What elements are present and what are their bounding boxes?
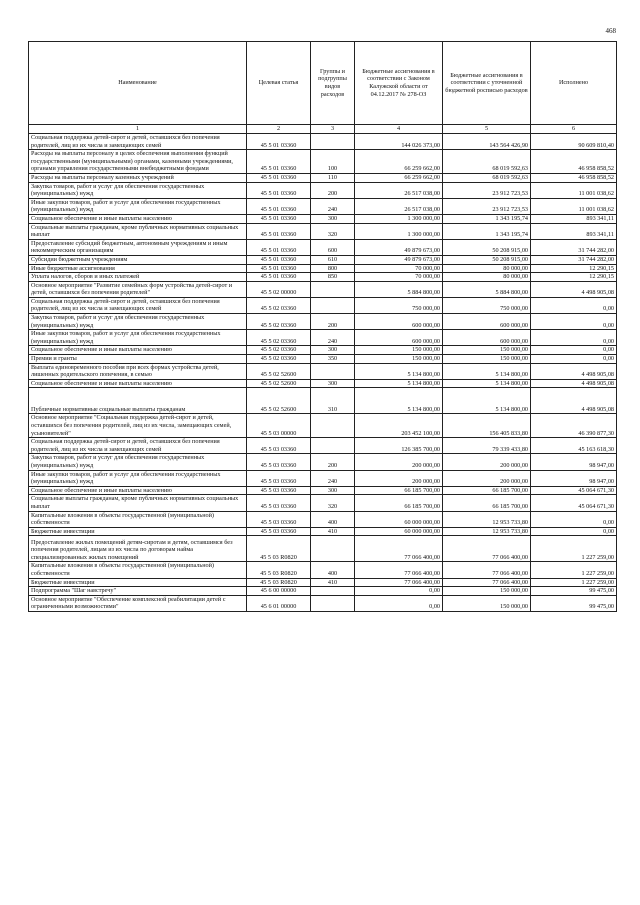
- row-refined-amount: 12 953 733,80: [443, 527, 531, 536]
- row-executed-amount: 0,00: [531, 355, 617, 364]
- row-executed-amount: 4 498 905,08: [531, 379, 617, 388]
- row-name: Иные бюджетные ассигнования: [29, 264, 247, 273]
- row-executed-amount: 98 947,00: [531, 454, 617, 470]
- row-executed-amount: 0,00: [531, 330, 617, 346]
- row-law-amount: 70 000,00: [355, 264, 443, 273]
- row-target-code: 45 5 03 03360: [247, 527, 311, 536]
- row-name: Бюджетные инвестиции: [29, 527, 247, 536]
- table-row: [29, 486, 617, 495]
- row-name: Субсидии бюджетным учреждениям: [29, 255, 247, 264]
- row-refined-amount: 12 953 733,80: [443, 511, 531, 527]
- row-group-code: [311, 438, 355, 454]
- row-group-code: [311, 134, 355, 150]
- row-name: Выплата единовременного пособия при всех формах устройства детей, лишенных родительского попечения, в семью: [29, 363, 247, 379]
- table-row: [29, 414, 617, 438]
- row-group-code: 400: [311, 511, 355, 527]
- column-number-row: [29, 125, 617, 134]
- row-target-code: 45 5 03 R0820: [247, 536, 311, 562]
- table-row: [29, 198, 617, 214]
- row-name: Публичные нормативные социальные выплаты гражданам: [29, 388, 247, 414]
- row-executed-amount: 893 341,11: [531, 223, 617, 239]
- row-target-code: 45 6 01 00000: [247, 595, 311, 611]
- row-executed-amount: 98 947,00: [531, 470, 617, 486]
- header-refined: Бюджетные ассигнования в соответствии с уточненной бюджетной росписью расходов: [443, 42, 531, 125]
- table-row: [29, 595, 617, 611]
- row-name: Расходы на выплаты персоналу казенных учреждений: [29, 173, 247, 182]
- row-refined-amount: 200 000,00: [443, 454, 531, 470]
- row-target-code: 45 5 01 03360: [247, 198, 311, 214]
- row-law-amount: 60 000 000,00: [355, 527, 443, 536]
- row-name: Капитальные вложения в объекты государственной (муниципальной) собственности: [29, 511, 247, 527]
- table-row: [29, 182, 617, 198]
- row-group-code: 410: [311, 578, 355, 587]
- row-name: Иные закупки товаров, работ и услуг для обеспечения государственных (муниципальных) нужд: [29, 330, 247, 346]
- row-refined-amount: 50 208 915,00: [443, 255, 531, 264]
- column-number: 4: [355, 125, 443, 134]
- row-target-code: 45 5 01 03360: [247, 255, 311, 264]
- row-law-amount: 150 000,00: [355, 355, 443, 364]
- table-row: [29, 297, 617, 313]
- header-name: Наименование: [29, 42, 247, 125]
- row-law-amount: 70 000,00: [355, 273, 443, 282]
- row-law-amount: 150 000,00: [355, 346, 443, 355]
- table-row: [29, 454, 617, 470]
- row-law-amount: 77 066 400,00: [355, 536, 443, 562]
- row-law-amount: 66 259 662,00: [355, 173, 443, 182]
- row-name: Закупка товаров, работ и услуг для обеспечения государственных (муниципальных) нужд: [29, 314, 247, 330]
- row-group-code: [311, 536, 355, 562]
- row-name: Социальная поддержка детей-сирот и детей, оставшихся без попечения родителей, лиц из их числа и замещающих семей: [29, 438, 247, 454]
- row-executed-amount: 0,00: [531, 511, 617, 527]
- table-row: [29, 273, 617, 282]
- table-row: [29, 355, 617, 364]
- table-row: [29, 255, 617, 264]
- row-target-code: 45 5 03 03360: [247, 438, 311, 454]
- row-target-code: 45 5 02 52600: [247, 379, 311, 388]
- row-name: Бюджетные инвестиции: [29, 578, 247, 587]
- row-refined-amount: 1 343 195,74: [443, 223, 531, 239]
- row-name: Капитальные вложения в объекты государственной (муниципальной) собственности: [29, 562, 247, 578]
- row-target-code: 45 5 03 03360: [247, 486, 311, 495]
- row-refined-amount: 600 000,00: [443, 330, 531, 346]
- row-refined-amount: 150 000,00: [443, 355, 531, 364]
- row-target-code: 45 5 03 03360: [247, 495, 311, 511]
- row-executed-amount: 31 744 282,00: [531, 255, 617, 264]
- row-target-code: 45 5 03 00000: [247, 414, 311, 438]
- row-group-code: 410: [311, 527, 355, 536]
- row-refined-amount: 80 000,00: [443, 264, 531, 273]
- row-target-code: 45 5 01 03360: [247, 150, 311, 174]
- row-law-amount: 0,00: [355, 595, 443, 611]
- row-executed-amount: 45 064 671,30: [531, 495, 617, 511]
- row-group-code: 400: [311, 562, 355, 578]
- row-name: Социальное обеспечение и иные выплаты населению: [29, 379, 247, 388]
- row-law-amount: 66 185 700,00: [355, 486, 443, 495]
- row-law-amount: 5 134 800,00: [355, 388, 443, 414]
- row-name: Иные закупки товаров, работ и услуг для обеспечения государственных (муниципальных) нужд: [29, 470, 247, 486]
- row-refined-amount: 600 000,00: [443, 314, 531, 330]
- row-group-code: 610: [311, 255, 355, 264]
- row-name: Социальные выплаты гражданам, кроме публичных нормативных социальных выплат: [29, 495, 247, 511]
- row-name: Подпрограмма "Шаг навстречу": [29, 587, 247, 596]
- table-row: [29, 379, 617, 388]
- row-refined-amount: 23 912 723,53: [443, 198, 531, 214]
- row-executed-amount: 893 341,11: [531, 214, 617, 223]
- row-target-code: 45 5 02 52600: [247, 363, 311, 379]
- row-refined-amount: 150 000,00: [443, 595, 531, 611]
- row-group-code: 310: [311, 388, 355, 414]
- table-row: [29, 173, 617, 182]
- row-target-code: 45 5 01 03360: [247, 239, 311, 255]
- table-row: [29, 578, 617, 587]
- row-name: Социальное обеспечение и иные выплаты населению: [29, 214, 247, 223]
- row-law-amount: 5 884 800,00: [355, 281, 443, 297]
- row-executed-amount: 1 227 259,00: [531, 536, 617, 562]
- row-name: Предоставление субсидий бюджетным, автономным учреждениям и иным некоммерческим организациям: [29, 239, 247, 255]
- column-number: 6: [531, 125, 617, 134]
- row-executed-amount: 11 001 038,62: [531, 198, 617, 214]
- row-law-amount: 1 300 000,00: [355, 214, 443, 223]
- row-law-amount: 0,00: [355, 587, 443, 596]
- row-executed-amount: 45 064 671,30: [531, 486, 617, 495]
- row-group-code: [311, 363, 355, 379]
- row-law-amount: 200 000,00: [355, 470, 443, 486]
- row-refined-amount: 1 343 195,74: [443, 214, 531, 223]
- row-law-amount: 126 385 700,00: [355, 438, 443, 454]
- row-target-code: 45 5 02 00000: [247, 281, 311, 297]
- table-row: [29, 536, 617, 562]
- row-name: Премии и гранты: [29, 355, 247, 364]
- row-executed-amount: 46 958 858,52: [531, 173, 617, 182]
- table-row: [29, 388, 617, 414]
- row-executed-amount: 90 609 810,40: [531, 134, 617, 150]
- table-row: [29, 511, 617, 527]
- row-refined-amount: 50 208 915,00: [443, 239, 531, 255]
- row-law-amount: 144 026 373,00: [355, 134, 443, 150]
- row-refined-amount: 66 185 700,00: [443, 486, 531, 495]
- row-refined-amount: 77 066 400,00: [443, 562, 531, 578]
- row-law-amount: 5 134 800,00: [355, 363, 443, 379]
- row-refined-amount: 200 000,00: [443, 470, 531, 486]
- header-law: Бюджетные ассигнования в соответствии с Законом Калужской области от 04.12.2017 № 278-ОЗ: [355, 42, 443, 125]
- row-group-code: 240: [311, 330, 355, 346]
- page-number: 468: [605, 27, 616, 35]
- row-law-amount: 66 185 700,00: [355, 495, 443, 511]
- row-executed-amount: 46 958 858,52: [531, 150, 617, 174]
- table-row: [29, 330, 617, 346]
- row-refined-amount: 5 134 800,00: [443, 363, 531, 379]
- row-executed-amount: 12 290,15: [531, 273, 617, 282]
- row-refined-amount: 23 912 723,53: [443, 182, 531, 198]
- header-row: [29, 42, 617, 125]
- row-law-amount: 600 000,00: [355, 330, 443, 346]
- column-number: 2: [247, 125, 311, 134]
- header-target: Целевая статья: [247, 42, 311, 125]
- row-refined-amount: 77 066 400,00: [443, 536, 531, 562]
- row-group-code: 850: [311, 273, 355, 282]
- row-law-amount: 49 879 673,00: [355, 239, 443, 255]
- row-target-code: 45 5 01 03360: [247, 264, 311, 273]
- row-executed-amount: 1 227 259,00: [531, 562, 617, 578]
- row-group-code: [311, 414, 355, 438]
- row-target-code: 45 5 02 03360: [247, 346, 311, 355]
- row-executed-amount: 99 475,00: [531, 595, 617, 611]
- column-number: 3: [311, 125, 355, 134]
- row-group-code: 200: [311, 182, 355, 198]
- row-refined-amount: 156 405 833,80: [443, 414, 531, 438]
- row-group-code: [311, 297, 355, 313]
- table-row: [29, 150, 617, 174]
- row-executed-amount: 4 498 905,08: [531, 388, 617, 414]
- row-group-code: 600: [311, 239, 355, 255]
- column-number: 1: [29, 125, 247, 134]
- row-executed-amount: 0,00: [531, 346, 617, 355]
- row-executed-amount: 0,00: [531, 527, 617, 536]
- row-refined-amount: 750 000,00: [443, 297, 531, 313]
- header-executed: Исполнено: [531, 42, 617, 125]
- row-target-code: 45 5 02 03360: [247, 297, 311, 313]
- row-executed-amount: 4 498 905,08: [531, 363, 617, 379]
- row-executed-amount: 0,00: [531, 297, 617, 313]
- row-target-code: 45 5 03 03360: [247, 511, 311, 527]
- table-row: [29, 214, 617, 223]
- table-row: [29, 587, 617, 596]
- row-name: Социальные выплаты гражданам, кроме публичных нормативных социальных выплат: [29, 223, 247, 239]
- row-target-code: 45 5 01 03360: [247, 182, 311, 198]
- row-refined-amount: 77 066 400,00: [443, 578, 531, 587]
- row-group-code: 240: [311, 470, 355, 486]
- row-target-code: 45 5 03 03360: [247, 454, 311, 470]
- row-group-code: 300: [311, 379, 355, 388]
- row-law-amount: 77 066 400,00: [355, 562, 443, 578]
- row-group-code: [311, 281, 355, 297]
- row-refined-amount: 79 339 433,80: [443, 438, 531, 454]
- row-law-amount: 60 000 000,00: [355, 511, 443, 527]
- row-executed-amount: 31 744 282,00: [531, 239, 617, 255]
- table-row: [29, 562, 617, 578]
- row-refined-amount: 66 185 700,00: [443, 495, 531, 511]
- budget-table: [28, 41, 617, 612]
- row-name: Социальная поддержка детей-сирот и детей, оставшихся без попечения родителей, лиц из их числа и замещающих семей: [29, 297, 247, 313]
- row-group-code: [311, 587, 355, 596]
- table-row: [29, 134, 617, 150]
- table-row: [29, 281, 617, 297]
- row-group-code: 300: [311, 346, 355, 355]
- table-row: [29, 438, 617, 454]
- row-target-code: 45 5 02 52600: [247, 388, 311, 414]
- row-group-code: 200: [311, 314, 355, 330]
- row-refined-amount: 5 884 800,00: [443, 281, 531, 297]
- row-executed-amount: 46 390 877,30: [531, 414, 617, 438]
- row-law-amount: 26 517 038,00: [355, 198, 443, 214]
- row-name: Социальное обеспечение и иные выплаты населению: [29, 346, 247, 355]
- table-row: [29, 363, 617, 379]
- row-target-code: 45 5 02 03360: [247, 330, 311, 346]
- table-row: [29, 495, 617, 511]
- row-name: Социальное обеспечение и иные выплаты населению: [29, 486, 247, 495]
- row-executed-amount: 11 001 038,62: [531, 182, 617, 198]
- row-refined-amount: 5 134 800,00: [443, 388, 531, 414]
- row-target-code: 45 5 01 03360: [247, 214, 311, 223]
- row-target-code: 45 5 02 03360: [247, 314, 311, 330]
- row-executed-amount: 12 290,15: [531, 264, 617, 273]
- row-group-code: 320: [311, 223, 355, 239]
- row-group-code: 300: [311, 486, 355, 495]
- row-target-code: 45 5 01 03360: [247, 134, 311, 150]
- row-executed-amount: 99 475,00: [531, 587, 617, 596]
- row-law-amount: 200 000,00: [355, 454, 443, 470]
- table-row: [29, 346, 617, 355]
- row-group-code: [311, 595, 355, 611]
- row-law-amount: 1 300 000,00: [355, 223, 443, 239]
- row-executed-amount: 1 227 259,00: [531, 578, 617, 587]
- row-name: Основное мероприятие "Социальная поддержка детей-сирот и детей, оставшихся без попечения родителей, лиц из их числа, замещающих семей, усыновителей": [29, 414, 247, 438]
- row-target-code: 45 5 01 03360: [247, 223, 311, 239]
- row-name: Основное мероприятие "Обеспечение комплексной реабилитации детей с ограниченными возможностями": [29, 595, 247, 611]
- row-law-amount: 26 517 038,00: [355, 182, 443, 198]
- row-name: Уплата налогов, сборов и иных платежей: [29, 273, 247, 282]
- row-executed-amount: 45 163 618,30: [531, 438, 617, 454]
- row-law-amount: 66 259 662,00: [355, 150, 443, 174]
- row-law-amount: 49 879 673,00: [355, 255, 443, 264]
- row-group-code: 800: [311, 264, 355, 273]
- row-law-amount: 750 000,00: [355, 297, 443, 313]
- row-target-code: 45 5 01 03360: [247, 273, 311, 282]
- row-group-code: 200: [311, 454, 355, 470]
- row-refined-amount: 80 000,00: [443, 273, 531, 282]
- row-law-amount: 5 134 800,00: [355, 379, 443, 388]
- row-target-code: 45 5 01 03360: [247, 173, 311, 182]
- row-executed-amount: 0,00: [531, 314, 617, 330]
- row-group-code: 100: [311, 150, 355, 174]
- row-group-code: 240: [311, 198, 355, 214]
- row-target-code: 45 6 00 00000: [247, 587, 311, 596]
- row-group-code: 350: [311, 355, 355, 364]
- row-refined-amount: 5 134 800,00: [443, 379, 531, 388]
- table-row: [29, 264, 617, 273]
- row-target-code: 45 5 03 R0820: [247, 562, 311, 578]
- row-target-code: 45 5 03 R0820: [247, 578, 311, 587]
- row-group-code: 300: [311, 214, 355, 223]
- row-name: Закупка товаров, работ и услуг для обеспечения государственных (муниципальных) нужд: [29, 454, 247, 470]
- table-row: [29, 239, 617, 255]
- table-body: [29, 134, 617, 612]
- row-law-amount: 203 452 100,00: [355, 414, 443, 438]
- row-group-code: 110: [311, 173, 355, 182]
- table-row: [29, 223, 617, 239]
- column-number: 5: [443, 125, 531, 134]
- row-name: Иные закупки товаров, работ и услуг для обеспечения государственных (муниципальных) нужд: [29, 198, 247, 214]
- row-target-code: 45 5 03 03360: [247, 470, 311, 486]
- row-target-code: 45 5 02 03360: [247, 355, 311, 364]
- row-refined-amount: 143 564 426,90: [443, 134, 531, 150]
- row-refined-amount: 68 019 592,63: [443, 173, 531, 182]
- row-name: Расходы на выплаты персоналу в целях обеспечения выполнения функций государственными (муниципальными) органами, казенными учреждениями, органами управления государственными внебюджетными фондами: [29, 150, 247, 174]
- row-refined-amount: 150 000,00: [443, 346, 531, 355]
- header-group: Группы и подгруппы видов расходов: [311, 42, 355, 125]
- row-name: Закупка товаров, работ и услуг для обеспечения государственных (муниципальных) нужд: [29, 182, 247, 198]
- row-name: Основное мероприятие "Развитие семейных форм устройства детей-сирот и детей, оставшихся без попечения родителей": [29, 281, 247, 297]
- row-name: Социальная поддержка детей-сирот и детей, оставшихся без попечения родителей, лиц из их числа и замещающих семей: [29, 134, 247, 150]
- row-refined-amount: 68 019 592,63: [443, 150, 531, 174]
- table-row: [29, 527, 617, 536]
- row-group-code: 320: [311, 495, 355, 511]
- table-row: [29, 314, 617, 330]
- row-law-amount: 600 000,00: [355, 314, 443, 330]
- row-name: Предоставление жилых помещений детям-сиротам и детям, оставшимся без попечения родителей, лицам из их числа по договорам найма специализированных жилых помещений: [29, 536, 247, 562]
- row-refined-amount: 150 000,00: [443, 587, 531, 596]
- row-executed-amount: 4 498 905,08: [531, 281, 617, 297]
- row-law-amount: 77 066 400,00: [355, 578, 443, 587]
- table-row: [29, 470, 617, 486]
